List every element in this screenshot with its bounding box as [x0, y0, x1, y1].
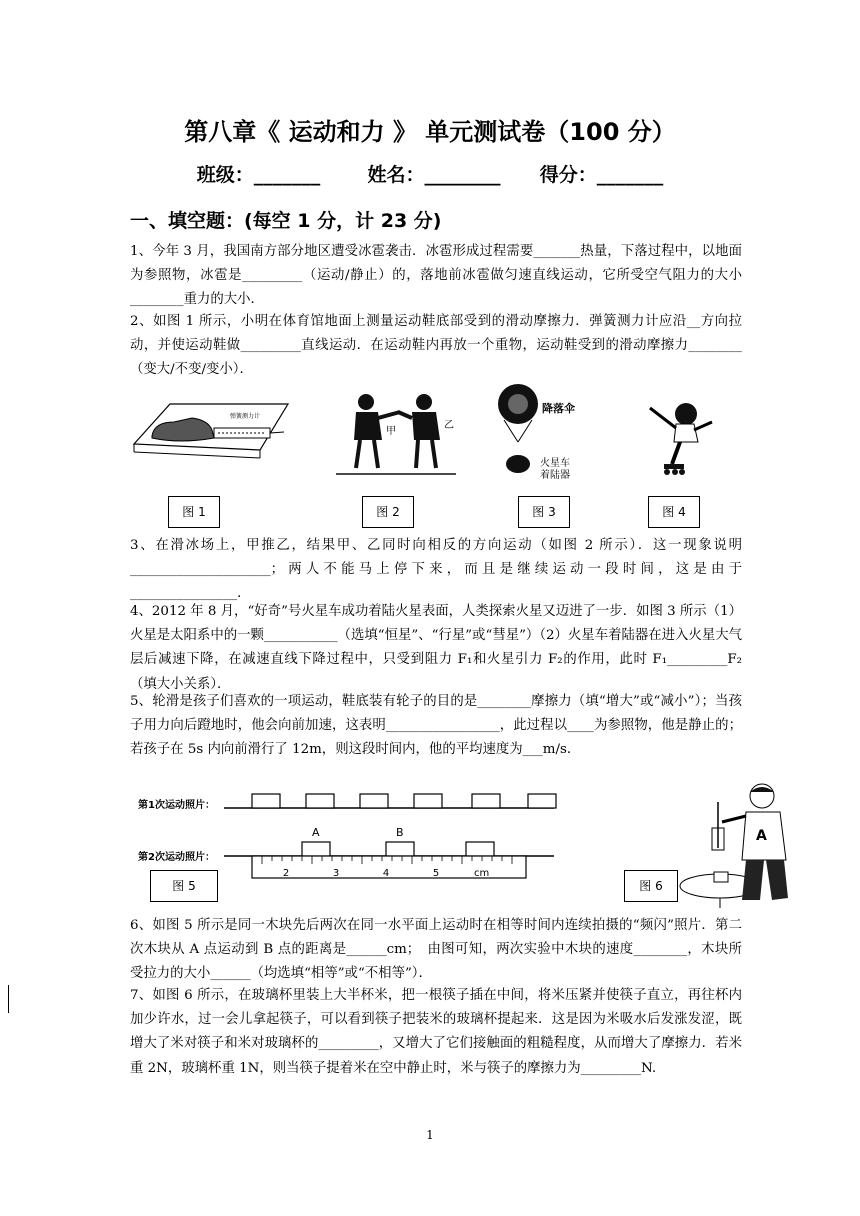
figure-2-caption: 图 2 — [362, 496, 414, 528]
figure-6-caption: 图 6 — [624, 870, 678, 902]
question-4: 4、2012 年 8 月，“好奇”号火星车成功着陆火星表面，人类探索火星又迈进了一步．如图 3 所示（1）火星是太阳系中的一颗___________（选填“恒星”、“行星”或“彗星”）（2）火星车着陆器在进入火星大气层后减速下降，在减速直线下降过程中，只受到阻力 F₁和火星引力 F₂的作用，此时 F₁_________F₂（填大小关系）． — [130, 604, 742, 692]
section-heading-fill-blank: 一、填空题：(每空 1 分，计 23 分) — [130, 210, 442, 232]
figure-2-skaters — [326, 390, 466, 480]
lander-label-1: 火星车 — [540, 458, 570, 469]
page-number: 1 — [426, 1128, 434, 1142]
question-5: 5、轮滑是孩子们喜欢的一项运动，鞋底装有轮子的目的是________摩擦力（填“增大”或“减小”）；当孩子用力向后蹬地时，他会向前加速，这表明_________________，此过程以____为参照物，他是静止的；若孩子在 5s 内向前滑行了 12m，则这段时间内，他的平均速度为___m/s． — [130, 694, 742, 758]
ruler-tick-label: 4 — [382, 868, 390, 879]
ruler-tick-label: 3 — [332, 868, 340, 879]
figure-1-caption: 图 1 — [168, 496, 220, 528]
figure-3-mars-lander — [494, 382, 594, 482]
point-a-label: A — [312, 826, 320, 839]
student-info-line — [0, 160, 860, 187]
person-jia-label: 甲 — [386, 426, 396, 437]
question-6: 6、如图 5 所示是同一木块先后两次在同一水平面上运动时在相等时间内连续拍摄的“频闪”照片．第二次木块从 A 点运动到 B 点的距离是______cm； 由图可知，两次实验中木块的速度________，木块所受拉力的大小______（均选填“相等”或“不相等”）． — [130, 918, 742, 982]
class-field-label: 班级：_______ — [196, 164, 321, 186]
score-field-label: 得分：_______ — [539, 164, 664, 186]
name-field-label: 姓名：________ — [367, 164, 501, 186]
figure-3-caption: 图 3 — [518, 496, 570, 528]
ruler-tick-label: 2 — [282, 868, 290, 879]
figure-1-shoe-dynamometer — [130, 398, 290, 460]
figure-4-caption: 图 4 — [648, 496, 700, 528]
ruler-tick-label: 5 — [432, 868, 440, 879]
question-2: 2、如图 1 所示，小明在体育馆地面上测量运动鞋底部受到的滑动摩擦力．弹簧测力计应沿__方向拉动，并使运动鞋做_________直线运动．在运动鞋内再放一个重物，运动鞋受到的滑动摩擦力________（变大/不变/变小）． — [130, 314, 742, 378]
question-7: 7、如图 6 所示，在玻璃杯里装上大半杯米，把一根筷子插在中间，将米压紧并使筷子直立，再往杯内加少许水，过一会儿拿起筷子，可以看到筷子把装米的玻璃杯提起来．这是因为米吸水后发涨发涩，既增大了米对筷子和米对玻璃杯的_________，又增大了它们接触面的粗糙程度，从而增大了摩擦力．若米重 2N，玻璃杯重 1N，则当筷子提着米在空中静止时，米与筷子的摩擦力为_________N. — [130, 988, 742, 1076]
figure-4-roller-skater — [636, 392, 720, 476]
figure-5-caption: 图 5 — [150, 870, 218, 902]
margin-mark — [8, 985, 9, 1013]
question-1: 1、今年 3 月，我国南方部分地区遭受冰雹袭击．冰雹形成过程需要_______热量，下落过程中，以地面为参照物，冰雹是_________（运动/静止）的，落地前冰雹做匀速直线运动，它所受空气阻力的大小________重力的大小． — [130, 244, 742, 308]
question-3: 3、在滑冰场上，甲推乙，结果甲、乙同时向相反的方向运动（如图 2 所示）．这一现象说明_____________________；两人不能马上停下来，而且是继续运动一段时间，这是由于________________． — [130, 538, 742, 602]
lander-label-2: 着陆器 — [540, 470, 570, 481]
ruler-unit-label: cm — [474, 868, 490, 879]
svg-text:A: A — [756, 828, 767, 844]
person-yi-label: 乙 — [444, 420, 454, 431]
dynamometer-text: 弹簧测力计 — [230, 413, 261, 420]
parachute-label: 降落伞 — [542, 402, 575, 415]
page-title: 第八章《 运动和力 》 单元测试卷（100 分） — [184, 118, 676, 146]
row2-label: 第2次运动照片： — [138, 852, 215, 863]
row1-label: 第1次运动照片： — [138, 800, 215, 811]
point-b-label: B — [396, 826, 404, 839]
figure-6-boy-rice-cup — [676, 782, 806, 910]
